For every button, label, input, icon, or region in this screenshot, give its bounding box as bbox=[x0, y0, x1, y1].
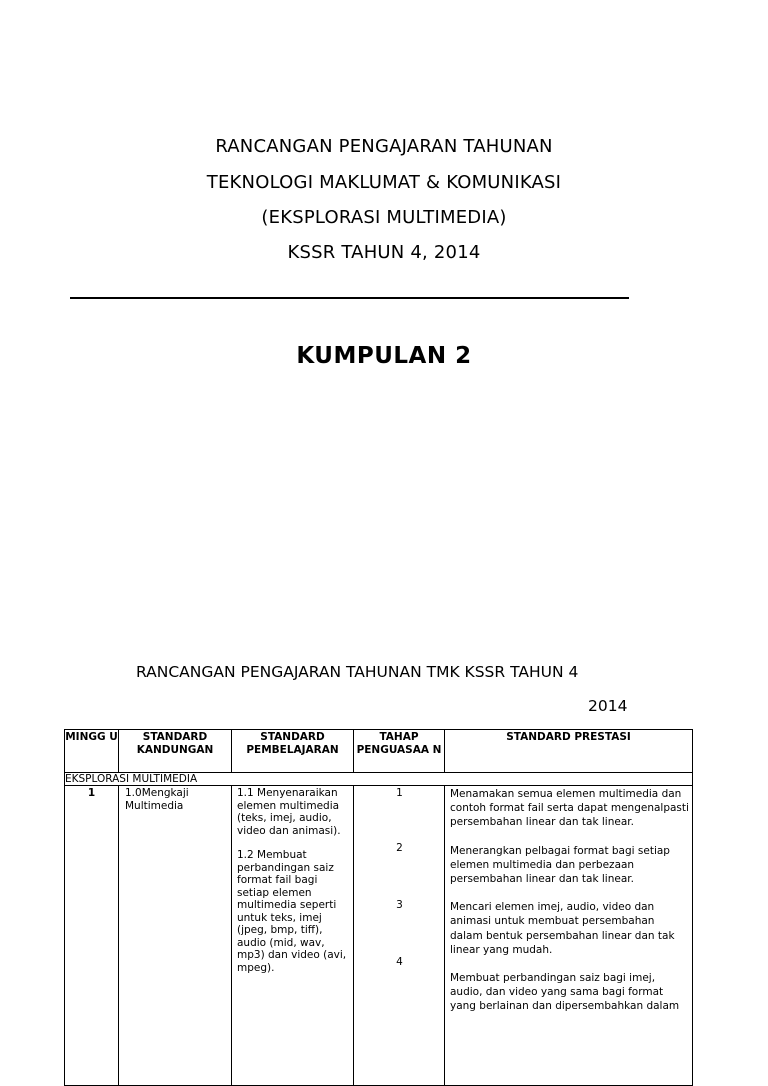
table-row bbox=[65, 786, 693, 1086]
tahap-level: 4 bbox=[396, 956, 403, 968]
prestasi-item: Mencari elemen imej, audio, video dan animasi untuk membuat persembahan dalam bentuk persembahan linear dan tak linear yang mudah. bbox=[450, 901, 675, 956]
prestasi-item: Membuat perbandingan saiz bagi imej, audio, dan video yang sama bagi format yang berlainan dan dipersembahkan dalam bbox=[450, 972, 680, 1013]
header-tahap-penguasaan: TAHAP PENGUASAA N bbox=[354, 730, 445, 773]
tahap-level: 2 bbox=[396, 842, 403, 854]
header-standard-kandungan: STANDARD KANDUNGAN bbox=[119, 730, 232, 773]
horizontal-rule bbox=[70, 297, 629, 299]
section-row bbox=[65, 773, 693, 786]
prestasi-item: Menamakan semua elemen multimedia dan contoh format fail serta dapat mengenalpasti persembahan linear dan tak linear. bbox=[450, 788, 689, 829]
tahap-level: 1 bbox=[396, 787, 403, 799]
doc-title-line-4: KSSR TAHUN 4, 2014 bbox=[287, 242, 481, 263]
section-label: EKSPLORASI MULTIMEDIA bbox=[65, 773, 693, 786]
pembelajaran-item: 1.2 Membuat perbandingan saiz format fail bagi setiap elemen multimedia seperti untuk teks, imej (jpeg, bmp, tiff), audio (mid, wav, mp3) dan video (avi, mpeg). bbox=[237, 849, 347, 974]
header-standard-prestasi: STANDARD PRESTASI bbox=[445, 730, 693, 773]
standard-kandungan-cell: 1.0Mengkaji Multimedia bbox=[119, 786, 232, 1086]
week-cell: 1 bbox=[65, 786, 119, 1086]
tahap-penguasaan-cell bbox=[354, 786, 445, 1086]
plan-year: 2014 bbox=[588, 697, 628, 715]
group-title: KUMPULAN 2 bbox=[296, 343, 472, 369]
prestasi-item: Menerangkan pelbagai format bagi setiap elemen multimedia dan perbezaan persembahan linear dan tak linear. bbox=[450, 844, 670, 886]
plan-table bbox=[64, 729, 693, 1086]
pembelajaran-item: 1.1 Menyenaraikan elemen multimedia (teks, imej, audio, video dan animasi). bbox=[237, 787, 341, 837]
doc-title-line-2: TEKNOLOGI MAKLUMAT & KOMUNIKASI bbox=[206, 172, 562, 193]
tahap-level: 3 bbox=[396, 899, 403, 911]
header-minggu: MINGG U bbox=[65, 730, 119, 773]
header-standard-pembelajaran: STANDARD PEMBELAJARAN bbox=[232, 730, 354, 773]
standard-pembelajaran-cell bbox=[232, 786, 354, 1086]
doc-title-line-1: RANCANGAN PENGAJARAN TAHUNAN bbox=[215, 136, 553, 157]
table-header-row bbox=[65, 730, 693, 773]
doc-title-line-3: (EKSPLORASI MULTIMEDIA) bbox=[261, 207, 507, 228]
standard-prestasi-cell bbox=[445, 786, 693, 1086]
plan-title: RANCANGAN PENGAJARAN TAHUNAN TMK KSSR TAHUN 4 bbox=[136, 663, 579, 681]
